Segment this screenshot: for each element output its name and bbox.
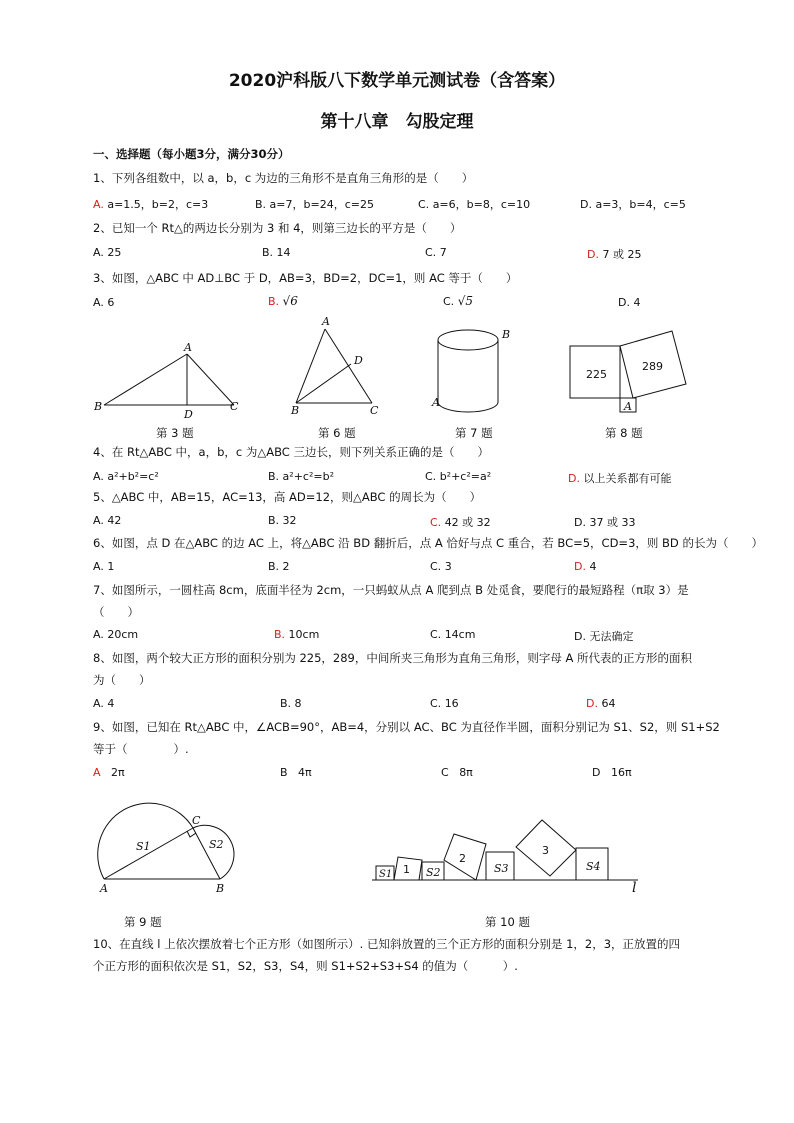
option-letter: A.: [93, 296, 104, 309]
option-text: 10cm: [288, 628, 320, 641]
q8-option-c: [430, 697, 459, 710]
option-text: 8π: [459, 766, 473, 779]
q5-option-a: [93, 514, 121, 527]
q5-option-d: [574, 514, 635, 530]
fig3-label-d: D: [184, 408, 193, 421]
fig7-label-a: A: [432, 396, 440, 409]
option-text: 16π: [610, 766, 632, 779]
option-letter: D.: [574, 630, 586, 643]
fig10-label-3: 3: [542, 844, 549, 857]
question-10-cont: 个正方形的面积依次是 S1，S2，S3，S4，则 S1+S2+S3+S4 的值为（ ）.: [93, 959, 518, 973]
option-letter: C.: [430, 697, 442, 710]
option-text: 14cm: [444, 628, 476, 641]
fig9-caption: 第 9 题: [124, 915, 162, 929]
option-text: 4: [633, 296, 641, 309]
fig10-label-s4: S4: [586, 860, 601, 873]
q3-option-c: [443, 294, 473, 308]
q8-option-b: [280, 697, 302, 710]
q8-option-a: [93, 697, 114, 710]
option-text: 3: [444, 560, 452, 573]
option-text: 16: [444, 697, 459, 710]
figure-8: [564, 326, 694, 418]
option-letter: A.: [93, 628, 104, 641]
fig6-caption: 第 6 题: [318, 426, 356, 440]
q6-option-d: [574, 560, 596, 573]
fig9-label-s1: S1: [136, 840, 151, 853]
fig10-label-1: 1: [403, 863, 410, 876]
option-letter: B.: [268, 514, 280, 527]
question-5: 5、△ABC 中，AB=15，AC=13，高 AD=12，则△ABC 的周长为（ ）: [93, 490, 482, 504]
option-text: 2: [282, 560, 290, 573]
q7-option-b: [274, 628, 319, 641]
q7-option-d: [574, 628, 633, 644]
figure-3: [90, 338, 250, 421]
fig7-caption: 第 7 题: [455, 426, 493, 440]
fig3-label-b: B: [94, 400, 103, 413]
option-letter: C.: [443, 295, 455, 308]
fig9-label-a: A: [100, 882, 108, 895]
option-letter: B.: [268, 470, 280, 483]
q7-option-c: [430, 628, 475, 641]
option-text: a=3，b=4，c=5: [595, 198, 686, 211]
option-letter: C.: [425, 470, 437, 483]
chapter-title: 第十八章 勾股定理: [320, 112, 474, 132]
fig7-label-b: B: [502, 328, 511, 341]
question-2: 2、已知一个 Rt△的两边长分别为 3 和 4，则第三边长的平方是（ ）: [93, 221, 462, 235]
option-text: 4π: [298, 766, 312, 779]
fig6-label-a: A: [322, 315, 330, 328]
option-text: √6: [282, 294, 298, 308]
q3-option-a: [93, 296, 114, 309]
q6-option-b: [268, 560, 290, 573]
option-letter: D: [592, 766, 601, 779]
option-letter: C.: [425, 246, 437, 259]
fig10-label-2: 2: [459, 852, 466, 865]
option-text: 4: [107, 697, 115, 710]
option-letter: B.: [268, 295, 280, 308]
q7-option-a: [93, 628, 138, 641]
option-text: 7 或 25: [602, 248, 642, 261]
option-letter: A.: [93, 514, 104, 527]
q1-option-a: [93, 196, 208, 212]
fig10-label-s3: S3: [494, 862, 509, 875]
option-text: 1: [107, 560, 115, 573]
fig9-label-c: C: [192, 814, 201, 827]
q5-option-c: [430, 514, 491, 530]
option-text: 32: [282, 514, 297, 527]
question-7-cont: （ ）: [93, 605, 139, 619]
question-9: 9、如图，已知在 Rt△ABC 中，∠ACB=90°，AB=4，分别以 AC、BC 为直径作半圆，面积分别记为 S1、S2，则 S1+S2: [93, 720, 720, 734]
question-6: 6、如图，点 D 在△ABC 的边 AC 上，将△ABC 沿 BD 翻折后，点 A 恰好与点 C 重合，若 BC=5，CD=3，则 BD 的长为（ ）: [93, 536, 763, 550]
option-letter: B.: [274, 628, 286, 641]
option-text: 42: [107, 514, 122, 527]
figure-7: [430, 324, 516, 416]
option-text: 以上关系都有可能: [583, 472, 672, 485]
q2-option-d: [587, 246, 641, 262]
fig3-caption: 第 3 题: [156, 426, 194, 440]
q2-option-c: [425, 246, 447, 259]
option-text: 4: [589, 560, 597, 573]
option-letter: A.: [93, 198, 104, 211]
q2-option-a: [93, 246, 121, 259]
option-letter: C.: [418, 198, 430, 211]
option-letter: D.: [618, 296, 630, 309]
option-text: a=6，b=8，c=10: [432, 198, 531, 211]
option-text: √5: [457, 294, 473, 308]
option-text: a²+c²=b²: [282, 470, 334, 483]
fig3-label-c: C: [230, 400, 239, 413]
option-letter: C: [441, 766, 449, 779]
q4-option-a: [93, 470, 159, 483]
option-letter: D.: [580, 198, 592, 211]
q1-option-b: [255, 196, 374, 212]
option-text: a=1.5，b=2，c=3: [107, 198, 209, 211]
option-letter: D.: [574, 560, 586, 573]
option-text: a²+b²=c²: [107, 470, 159, 483]
q1-option-c: [418, 196, 530, 212]
option-text: 2π: [111, 766, 125, 779]
fig10-label-l: l: [632, 880, 637, 896]
fig3-label-a: A: [184, 341, 192, 354]
option-letter: B.: [280, 697, 292, 710]
q3-option-d: [618, 296, 640, 309]
option-letter: C.: [430, 560, 442, 573]
fig6-label-d: D: [354, 354, 363, 367]
q9-option-c: [441, 766, 473, 779]
fig9-label-s2: S2: [209, 838, 224, 851]
fig10-label-s2: S2: [426, 866, 441, 879]
option-letter: A.: [93, 560, 104, 573]
q1-option-d: [580, 196, 686, 212]
question-9-cont: 等于（ ）.: [93, 742, 189, 756]
section-heading: 一、选择题（每小题3分，满分30分）: [93, 147, 290, 161]
option-letter: A: [93, 766, 101, 779]
option-text: b²+c²=a²: [439, 470, 492, 483]
question-3: 3、如图，△ABC 中 AD⊥BC 于 D，AB=3，BD=2，DC=1，则 AC 等于（ ）: [93, 271, 518, 285]
option-letter: B.: [268, 560, 280, 573]
option-text: 20cm: [107, 628, 139, 641]
q9-option-a: [93, 766, 125, 779]
option-letter: C.: [430, 628, 442, 641]
option-text: 25: [107, 246, 122, 259]
option-text: 8: [294, 697, 302, 710]
figure-6: [288, 316, 388, 420]
option-text: a=7，b=24，c=25: [269, 198, 374, 211]
q4-option-c: [425, 470, 491, 483]
question-4: 4、在 Rt△ABC 中，a，b，c 为△ABC 三边长，则下列关系正确的是（ ）: [93, 445, 489, 459]
option-text: 6: [107, 296, 115, 309]
option-letter: B.: [262, 246, 274, 259]
q5-option-b: [268, 514, 297, 527]
option-text: 7: [439, 246, 447, 259]
question-8: 8、如图，两个较大正方形的面积分别为 225，289，中间所夹三角形为直角三角形，则字母 A 所代表的正方形的面积: [93, 651, 693, 665]
option-letter: A.: [93, 246, 104, 259]
option-text: 14: [276, 246, 291, 259]
option-letter: D.: [587, 248, 599, 261]
option-letter: B.: [255, 198, 267, 211]
document-title: 2020沪科版八下数学单元测试卷（含答案）: [228, 71, 566, 91]
option-letter: A.: [93, 470, 104, 483]
fig6-label-c: C: [370, 404, 379, 417]
figure-10: [370, 812, 660, 896]
question-8-cont: 为（ ）: [93, 673, 151, 687]
option-letter: B: [280, 766, 288, 779]
fig9-label-b: B: [216, 882, 225, 895]
fig8-label-289: 289: [642, 360, 663, 373]
q9-option-d: [592, 766, 632, 779]
fig8-label-225: 225: [586, 368, 607, 381]
fig8-caption: 第 8 题: [605, 426, 643, 440]
option-letter: D.: [568, 472, 580, 485]
option-letter: A.: [93, 697, 104, 710]
q4-option-d: [568, 470, 671, 486]
figure-9: [92, 796, 252, 896]
q9-option-b: [280, 766, 312, 779]
question-10: 10、在直线 l 上依次摆放着七个正方形（如图所示）. 已知斜放置的三个正方形的面积分别是 1，2，3，正放置的四: [93, 937, 681, 951]
option-text: 37 或 33: [589, 516, 636, 529]
q6-option-c: [430, 560, 452, 573]
option-text: 42 或 32: [444, 516, 491, 529]
option-text: 无法确定: [589, 630, 634, 643]
option-text: 64: [601, 697, 616, 710]
question-1: 1、下列各组数中，以 a，b，c 为边的三角形不是直角三角形的是（ ）: [93, 171, 474, 185]
q6-option-a: [93, 560, 114, 573]
question-7: 7、如图所示，一圆柱高 8cm，底面半径为 2cm，一只蚂蚁从点 A 爬到点 B 处觅食，要爬行的最短路程（π取 3）是: [93, 583, 689, 597]
option-letter: C.: [430, 516, 442, 529]
fig10-caption: 第 10 题: [485, 915, 530, 929]
q8-option-d: [586, 697, 615, 710]
fig10-label-s1: S1: [379, 869, 393, 880]
fig8-label-a: A: [624, 400, 632, 413]
q3-option-b: [268, 294, 298, 308]
fig6-label-b: B: [291, 404, 300, 417]
q4-option-b: [268, 470, 334, 483]
q2-option-b: [262, 246, 291, 259]
option-letter: D.: [586, 697, 598, 710]
option-letter: D.: [574, 516, 586, 529]
